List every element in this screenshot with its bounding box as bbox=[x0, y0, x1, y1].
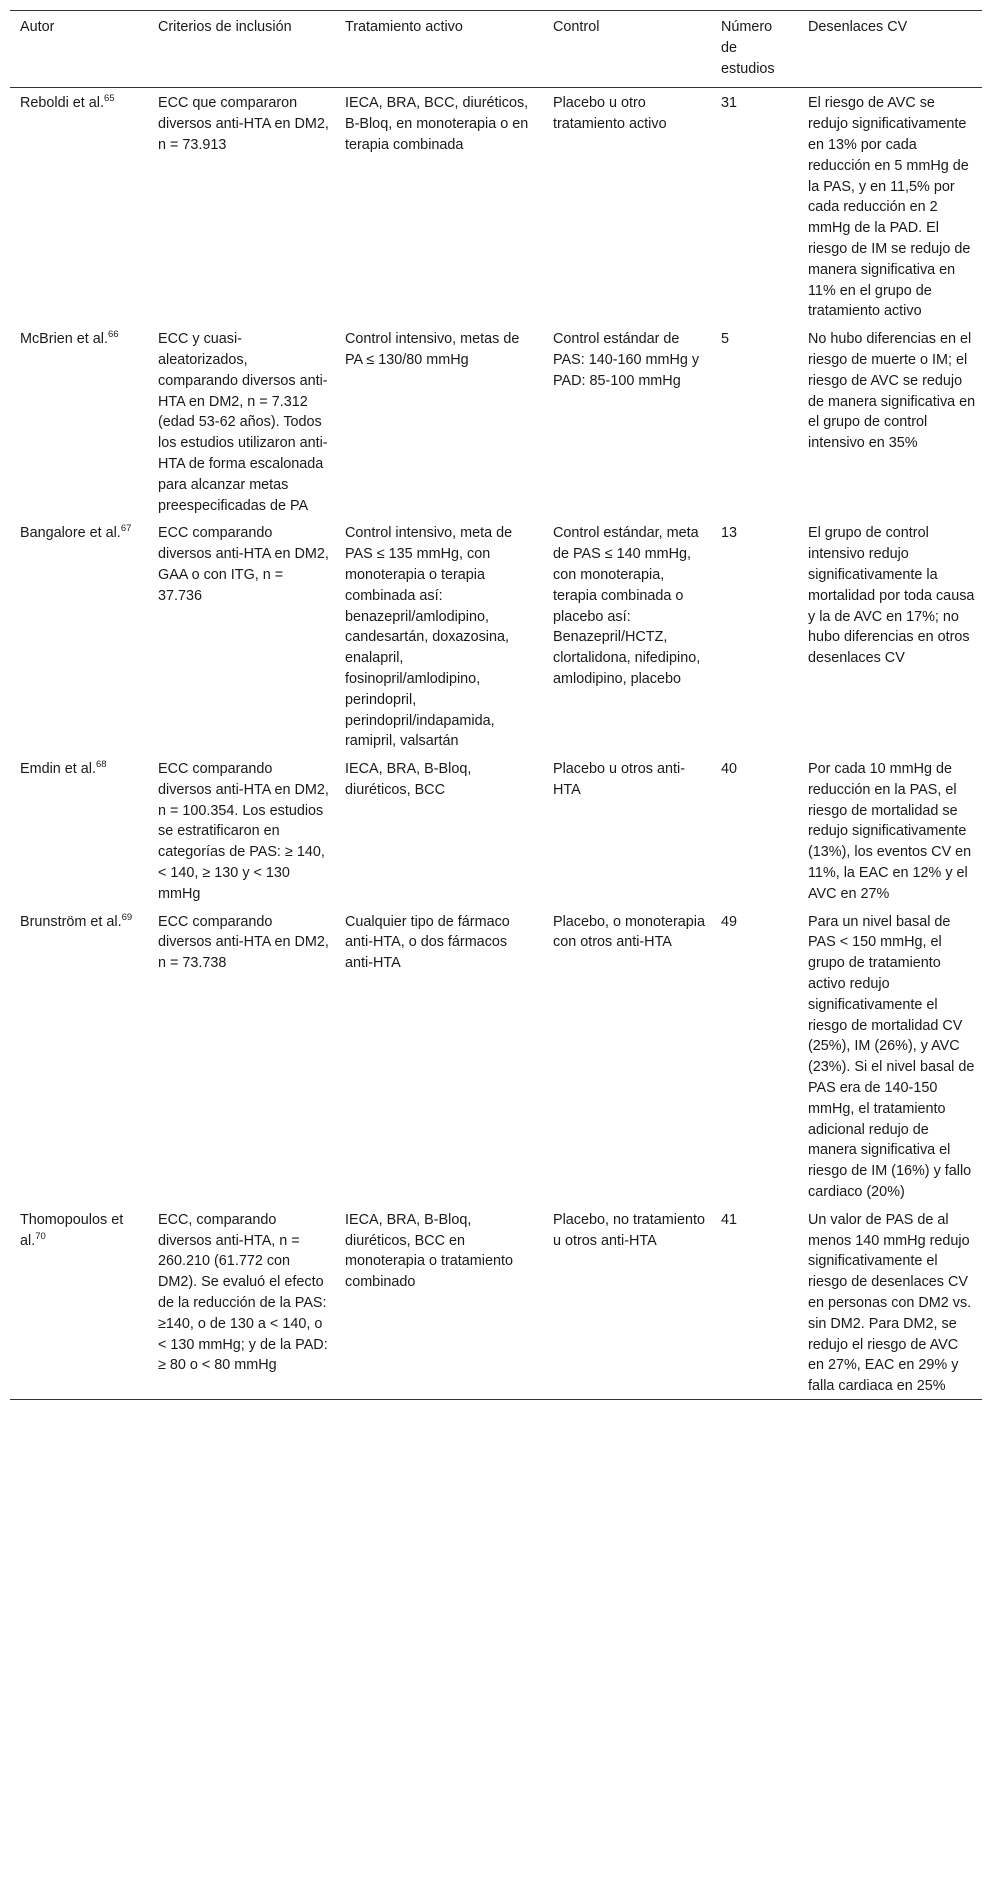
active-treatment-cell: IECA, BRA, B-Bloq, diuréticos, BCC en monoterapia o tratamiento combinado bbox=[335, 1205, 543, 1400]
studies-cell: 5 bbox=[721, 331, 730, 348]
inclusion-cell: ECC y cuasi-aleatorizados, comparando diversos anti-HTA en DM2, n = 7.312 (edad 53-62 años). Todos los estudios utilizaron anti-HTA de forma escalonada para alcanzar metas preespecificadas de PA bbox=[158, 331, 328, 514]
control-cell: Control estándar, meta de PAS ≤ 140 mmHg, con monoterapia, terapia combinada o placebo así: Benazepril/HCTZ, clortalidona, nifedipino, amlodipino, placebo bbox=[553, 525, 705, 687]
table-row bbox=[10, 1205, 982, 1400]
outcomes-cell: Para un nivel basal de PAS < 150 mmHg, el grupo de tratamiento activo redujo significativamente el riesgo de mortalidad CV (25%), IM (26%), y AVC (23%). Si el nivel basal de PAS era de 140-150 mmHg, el tratamiento adicional redujo de manera significativa el riesgo de IM (16%) y fallo cardiaco (20%) bbox=[808, 913, 979, 1201]
author-name: Thomopoulos et al. bbox=[20, 1211, 124, 1249]
inclusion-cell: ECC comparando diversos anti-HTA en DM2, GAA o con ITG, n = 37.736 bbox=[158, 525, 333, 604]
active-treatment-cell: Control intensivo, metas de PA ≤ 130/80 mmHg bbox=[345, 331, 524, 368]
active-treatment-cell: IECA, BRA, BCC, diuréticos, B-Bloq, en monoterapia o en terapia combinada bbox=[345, 95, 533, 153]
header-inclusion: Criterios de inclusión bbox=[148, 11, 335, 88]
author-name: Bangalore et al. bbox=[20, 525, 121, 542]
author-name: Emdin et al. bbox=[20, 761, 96, 778]
inclusion-cell: ECC que compararon diversos anti-HTA en DM2, n = 73.913 bbox=[158, 95, 333, 153]
evidence-table bbox=[10, 10, 982, 1400]
header-active-treatment: Tratamiento activo bbox=[335, 11, 543, 88]
studies-cell: 49 bbox=[721, 913, 738, 930]
table-row bbox=[10, 907, 982, 1205]
inclusion-cell: ECC comparando diversos anti-HTA en DM2, n = 100.354. Los estudios se estratificaron en categorías de PAS: ≥ 140, < 140, ≥ 130 y < 130 mmHg bbox=[158, 761, 333, 902]
author-cell bbox=[10, 518, 148, 754]
reference-number[interactable]: 70 bbox=[35, 1230, 46, 1242]
reference-number[interactable]: 67 bbox=[120, 523, 132, 535]
author-cell bbox=[10, 88, 148, 324]
header-outcomes: Desenlaces CV bbox=[798, 11, 982, 88]
outcomes-cell: Por cada 10 mmHg de reducción en la PAS, el riesgo de mortalidad se redujo significativamente (13%), los eventos CV en 11%, la EAC en 12% y el AVC en 27% bbox=[808, 761, 976, 902]
inclusion-cell: ECC comparando diversos anti-HTA en DM2, n = 73.738 bbox=[158, 913, 333, 972]
control-cell: Placebo u otros anti-HTA bbox=[553, 761, 685, 798]
reference-number[interactable]: 65 bbox=[104, 93, 115, 105]
inclusion-cell: ECC, comparando diversos anti-HTA, n = 260.210 (61.772 con DM2). Se evaluó el efecto de la reducción de la PAS: ≥140, o de 130 a < 140, o < 130 mmHg; y de la PAD: ≥ 80 o < 80 mmHg bbox=[148, 1205, 335, 1400]
reference-number[interactable]: 69 bbox=[121, 911, 133, 923]
header-author: Autor bbox=[10, 11, 148, 88]
author-cell bbox=[10, 907, 148, 1205]
author-name: Reboldi et al. bbox=[20, 95, 104, 112]
control-cell: Placebo, o monoterapia con otros anti-HTA bbox=[553, 913, 710, 951]
table-row bbox=[10, 88, 982, 324]
author-cell bbox=[10, 1205, 148, 1400]
author-cell bbox=[10, 754, 148, 907]
outcomes-cell: No hubo diferencias en el riesgo de muerte o IM; el riesgo de AVC se redujo de manera significativa en el grupo de control intensivo en 35% bbox=[808, 331, 980, 452]
author-name: McBrien et al. bbox=[20, 331, 108, 348]
table-body bbox=[10, 88, 982, 1400]
reference-number[interactable]: 66 bbox=[107, 329, 119, 341]
reference-number[interactable]: 68 bbox=[96, 759, 107, 771]
active-treatment-cell: IECA, BRA, B-Bloq, diuréticos, BCC bbox=[345, 761, 476, 798]
active-treatment-cell: Cualquier tipo de fármaco anti-HTA, o dos fármacos anti-HTA bbox=[345, 913, 514, 972]
author-name: Brunström et al. bbox=[20, 913, 122, 930]
control-cell: Placebo u otro tratamiento activo bbox=[553, 95, 667, 133]
studies-cell: 40 bbox=[721, 761, 738, 778]
table-header bbox=[10, 11, 982, 88]
author-cell bbox=[10, 324, 148, 518]
header-control: Control bbox=[543, 11, 711, 88]
header-row bbox=[10, 11, 982, 88]
active-treatment-cell: Control intensivo, meta de PAS ≤ 135 mmHg, con monoterapia o terapia combinada así: benazepril/amlodipino, candesartán, doxazosina, enalapril, fosinopril/amlodipino, perindopril, perindopril/indapamida, ramipril, valsartán bbox=[345, 525, 517, 750]
table-row bbox=[10, 324, 982, 518]
studies-cell: 13 bbox=[721, 525, 738, 542]
outcomes-cell: El grupo de control intensivo redujo significativamente la mortalidad por toda causa y la de AVC en 17%; no hubo diferencias en otros desenlaces CV bbox=[808, 525, 979, 667]
studies-cell: 41 bbox=[711, 1205, 798, 1400]
control-cell: Control estándar de PAS: 140-160 mmHg y PAD: 85-100 mmHg bbox=[553, 331, 704, 389]
studies-cell: 31 bbox=[721, 95, 738, 112]
table-row bbox=[10, 754, 982, 907]
header-studies: Número de estudios bbox=[711, 11, 798, 88]
outcomes-cell: Un valor de PAS de al menos 140 mmHg redujo significativamente el riesgo de desenlaces CV en personas con DM2 vs. sin DM2. Para DM2, se redujo el riesgo de AVC en 27%, EAC en 29% y falla cardiaca en 25% bbox=[798, 1205, 982, 1400]
control-cell: Placebo, no tratamiento u otros anti-HTA bbox=[543, 1205, 711, 1400]
table-row bbox=[10, 518, 982, 754]
outcomes-cell: El riesgo de AVC se redujo significativamente en 13% por cada reducción en 5 mmHg de la PAS, y en 11,5% por cada reducción en 2 mmHg de la PAD. El riesgo de IM se redujo de manera significativa en 11% en el grupo de tratamiento activo bbox=[808, 95, 975, 320]
